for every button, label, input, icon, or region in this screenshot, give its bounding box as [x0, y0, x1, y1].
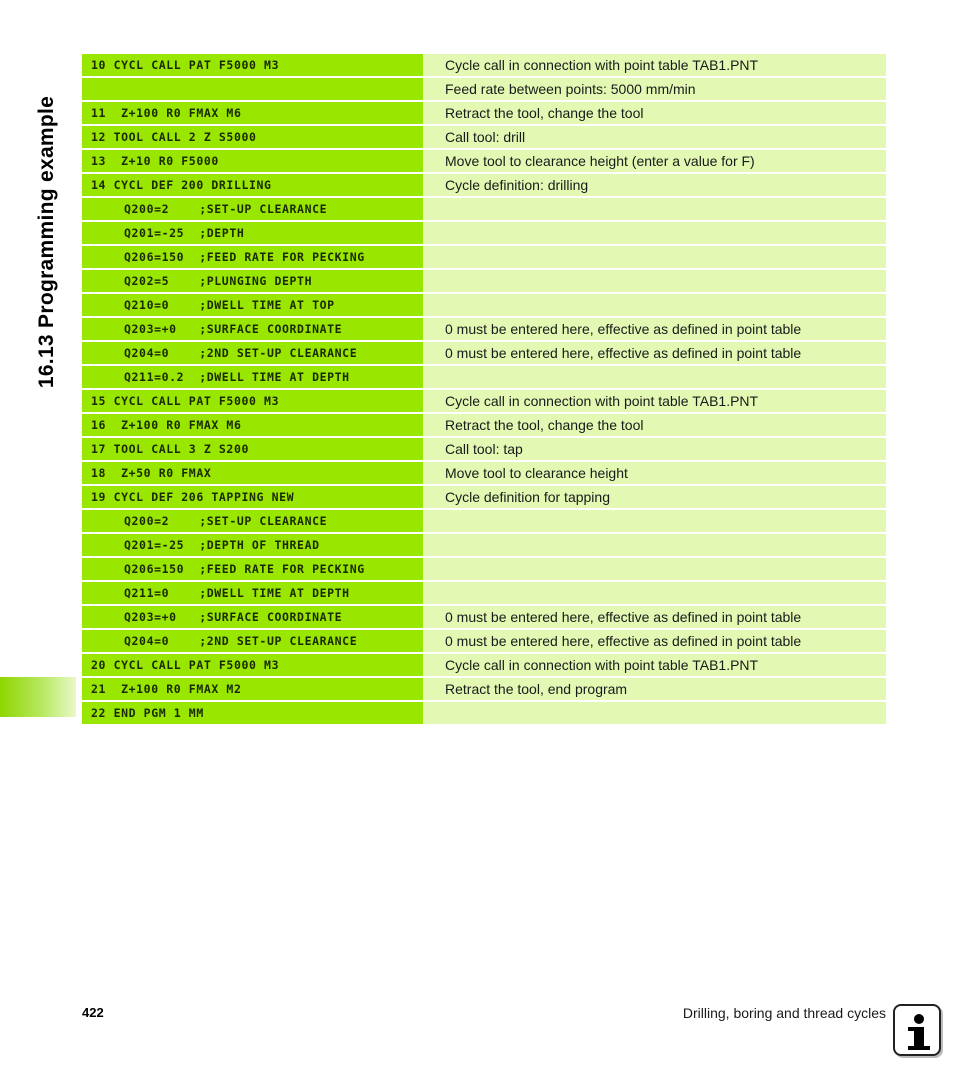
nc-code-cell: 10 CYCL CALL PAT F5000 M3 — [82, 54, 423, 76]
description-cell: 0 must be entered here, effective as defined in point table — [423, 342, 886, 364]
table-row — [82, 102, 886, 124]
nc-code-cell: 16 Z+100 R0 FMAX M6 — [82, 414, 423, 436]
table-row — [82, 462, 886, 484]
table-row — [82, 438, 886, 460]
description-cell: Cycle call in connection with point table TAB1.PNT — [423, 390, 886, 412]
table-row — [82, 198, 886, 220]
description-cell: Move tool to clearance height (enter a value for F) — [423, 150, 886, 172]
nc-code-cell: Q200=2 ;SET-UP CLEARANCE — [82, 510, 423, 532]
table-row — [82, 510, 886, 532]
chapter-title: Drilling, boring and thread cycles — [682, 1005, 886, 1021]
description-cell — [423, 510, 886, 532]
table-row — [82, 174, 886, 196]
table-row — [82, 222, 886, 244]
nc-code-cell: Q210=0 ;DWELL TIME AT TOP — [82, 294, 423, 316]
nc-code-cell: Q200=2 ;SET-UP CLEARANCE — [82, 198, 423, 220]
description-cell — [423, 534, 886, 556]
nc-code-cell: Q203=+0 ;SURFACE COORDINATE — [82, 606, 423, 628]
nc-code-cell: Q206=150 ;FEED RATE FOR PECKING — [82, 558, 423, 580]
table-row — [82, 582, 886, 604]
nc-code-cell: Q202=5 ;PLUNGING DEPTH — [82, 270, 423, 292]
description-cell — [423, 222, 886, 244]
description-cell — [423, 270, 886, 292]
description-cell: 0 must be entered here, effective as defined in point table — [423, 606, 886, 628]
description-cell: 0 must be entered here, effective as defined in point table — [423, 318, 886, 340]
nc-code-cell: Q211=0.2 ;DWELL TIME AT DEPTH — [82, 366, 423, 388]
description-cell: Retract the tool, end program — [423, 678, 886, 700]
nc-code-cell: 18 Z+50 R0 FMAX — [82, 462, 423, 484]
nc-code-cell: 22 END PGM 1 MM — [82, 702, 423, 724]
table-row — [82, 414, 886, 436]
table-row — [82, 390, 886, 412]
chapter-tab — [0, 677, 76, 717]
description-cell — [423, 366, 886, 388]
description-cell — [423, 558, 886, 580]
nc-code-cell: Q211=0 ;DWELL TIME AT DEPTH — [82, 582, 423, 604]
nc-code-cell: Q204=0 ;2ND SET-UP CLEARANCE — [82, 342, 423, 364]
nc-code-cell: 15 CYCL CALL PAT F5000 M3 — [82, 390, 423, 412]
table-row — [82, 366, 886, 388]
description-cell: Cycle definition for tapping — [423, 486, 886, 508]
nc-code-cell: 20 CYCL CALL PAT F5000 M3 — [82, 654, 423, 676]
table-row — [82, 270, 886, 292]
table-row — [82, 558, 886, 580]
nc-code-cell: 13 Z+10 R0 F5000 — [82, 150, 423, 172]
table-row — [82, 294, 886, 316]
table-row — [82, 246, 886, 268]
description-cell: 0 must be entered here, effective as defined in point table — [423, 630, 886, 652]
description-cell — [423, 246, 886, 268]
table-row — [82, 342, 886, 364]
table-row — [82, 678, 886, 700]
table-row — [82, 702, 886, 724]
page-number: 422 — [82, 1005, 104, 1020]
section-side-title — [0, 0, 72, 420]
description-cell: Retract the tool, change the tool — [423, 102, 886, 124]
nc-code-cell: 12 TOOL CALL 2 Z S5000 — [82, 126, 423, 148]
nc-code-cell: Q203=+0 ;SURFACE COORDINATE — [82, 318, 423, 340]
table-row — [82, 606, 886, 628]
description-cell — [423, 294, 886, 316]
nc-code-cell: 11 Z+100 R0 FMAX M6 — [82, 102, 423, 124]
table-row — [82, 126, 886, 148]
description-cell: Move tool to clearance height — [423, 462, 886, 484]
table-row — [82, 654, 886, 676]
description-cell: Cycle call in connection with point table TAB1.PNT — [423, 654, 886, 676]
description-cell — [423, 198, 886, 220]
nc-code-cell: 17 TOOL CALL 3 Z S200 — [82, 438, 423, 460]
table-row — [82, 630, 886, 652]
section-title-text: 16.13 Programming example — [35, 95, 58, 389]
description-cell: Call tool: drill — [423, 126, 886, 148]
description-cell — [423, 702, 886, 724]
table-row — [82, 486, 886, 508]
table-row — [82, 534, 886, 556]
nc-code-cell — [82, 78, 423, 100]
description-cell: Retract the tool, change the tool — [423, 414, 886, 436]
nc-code-cell: Q201=-25 ;DEPTH — [82, 222, 423, 244]
nc-code-cell: Q206=150 ;FEED RATE FOR PECKING — [82, 246, 423, 268]
description-cell: Call tool: tap — [423, 438, 886, 460]
table-row — [82, 78, 886, 100]
nc-code-cell: 14 CYCL DEF 200 DRILLING — [82, 174, 423, 196]
table-row — [82, 318, 886, 340]
nc-code-cell: 19 CYCL DEF 206 TAPPING NEW — [82, 486, 423, 508]
description-cell: Cycle call in connection with point table TAB1.PNT — [423, 54, 886, 76]
nc-code-cell: 21 Z+100 R0 FMAX M2 — [82, 678, 423, 700]
nc-code-cell: Q204=0 ;2ND SET-UP CLEARANCE — [82, 630, 423, 652]
nc-code-cell: Q201=-25 ;DEPTH OF THREAD — [82, 534, 423, 556]
program-table — [82, 54, 886, 726]
table-row — [82, 150, 886, 172]
description-cell — [423, 582, 886, 604]
info-icon — [893, 1004, 941, 1056]
description-cell: Feed rate between points: 5000 mm/min — [423, 78, 886, 100]
table-row — [82, 54, 886, 76]
description-cell: Cycle definition: drilling — [423, 174, 886, 196]
